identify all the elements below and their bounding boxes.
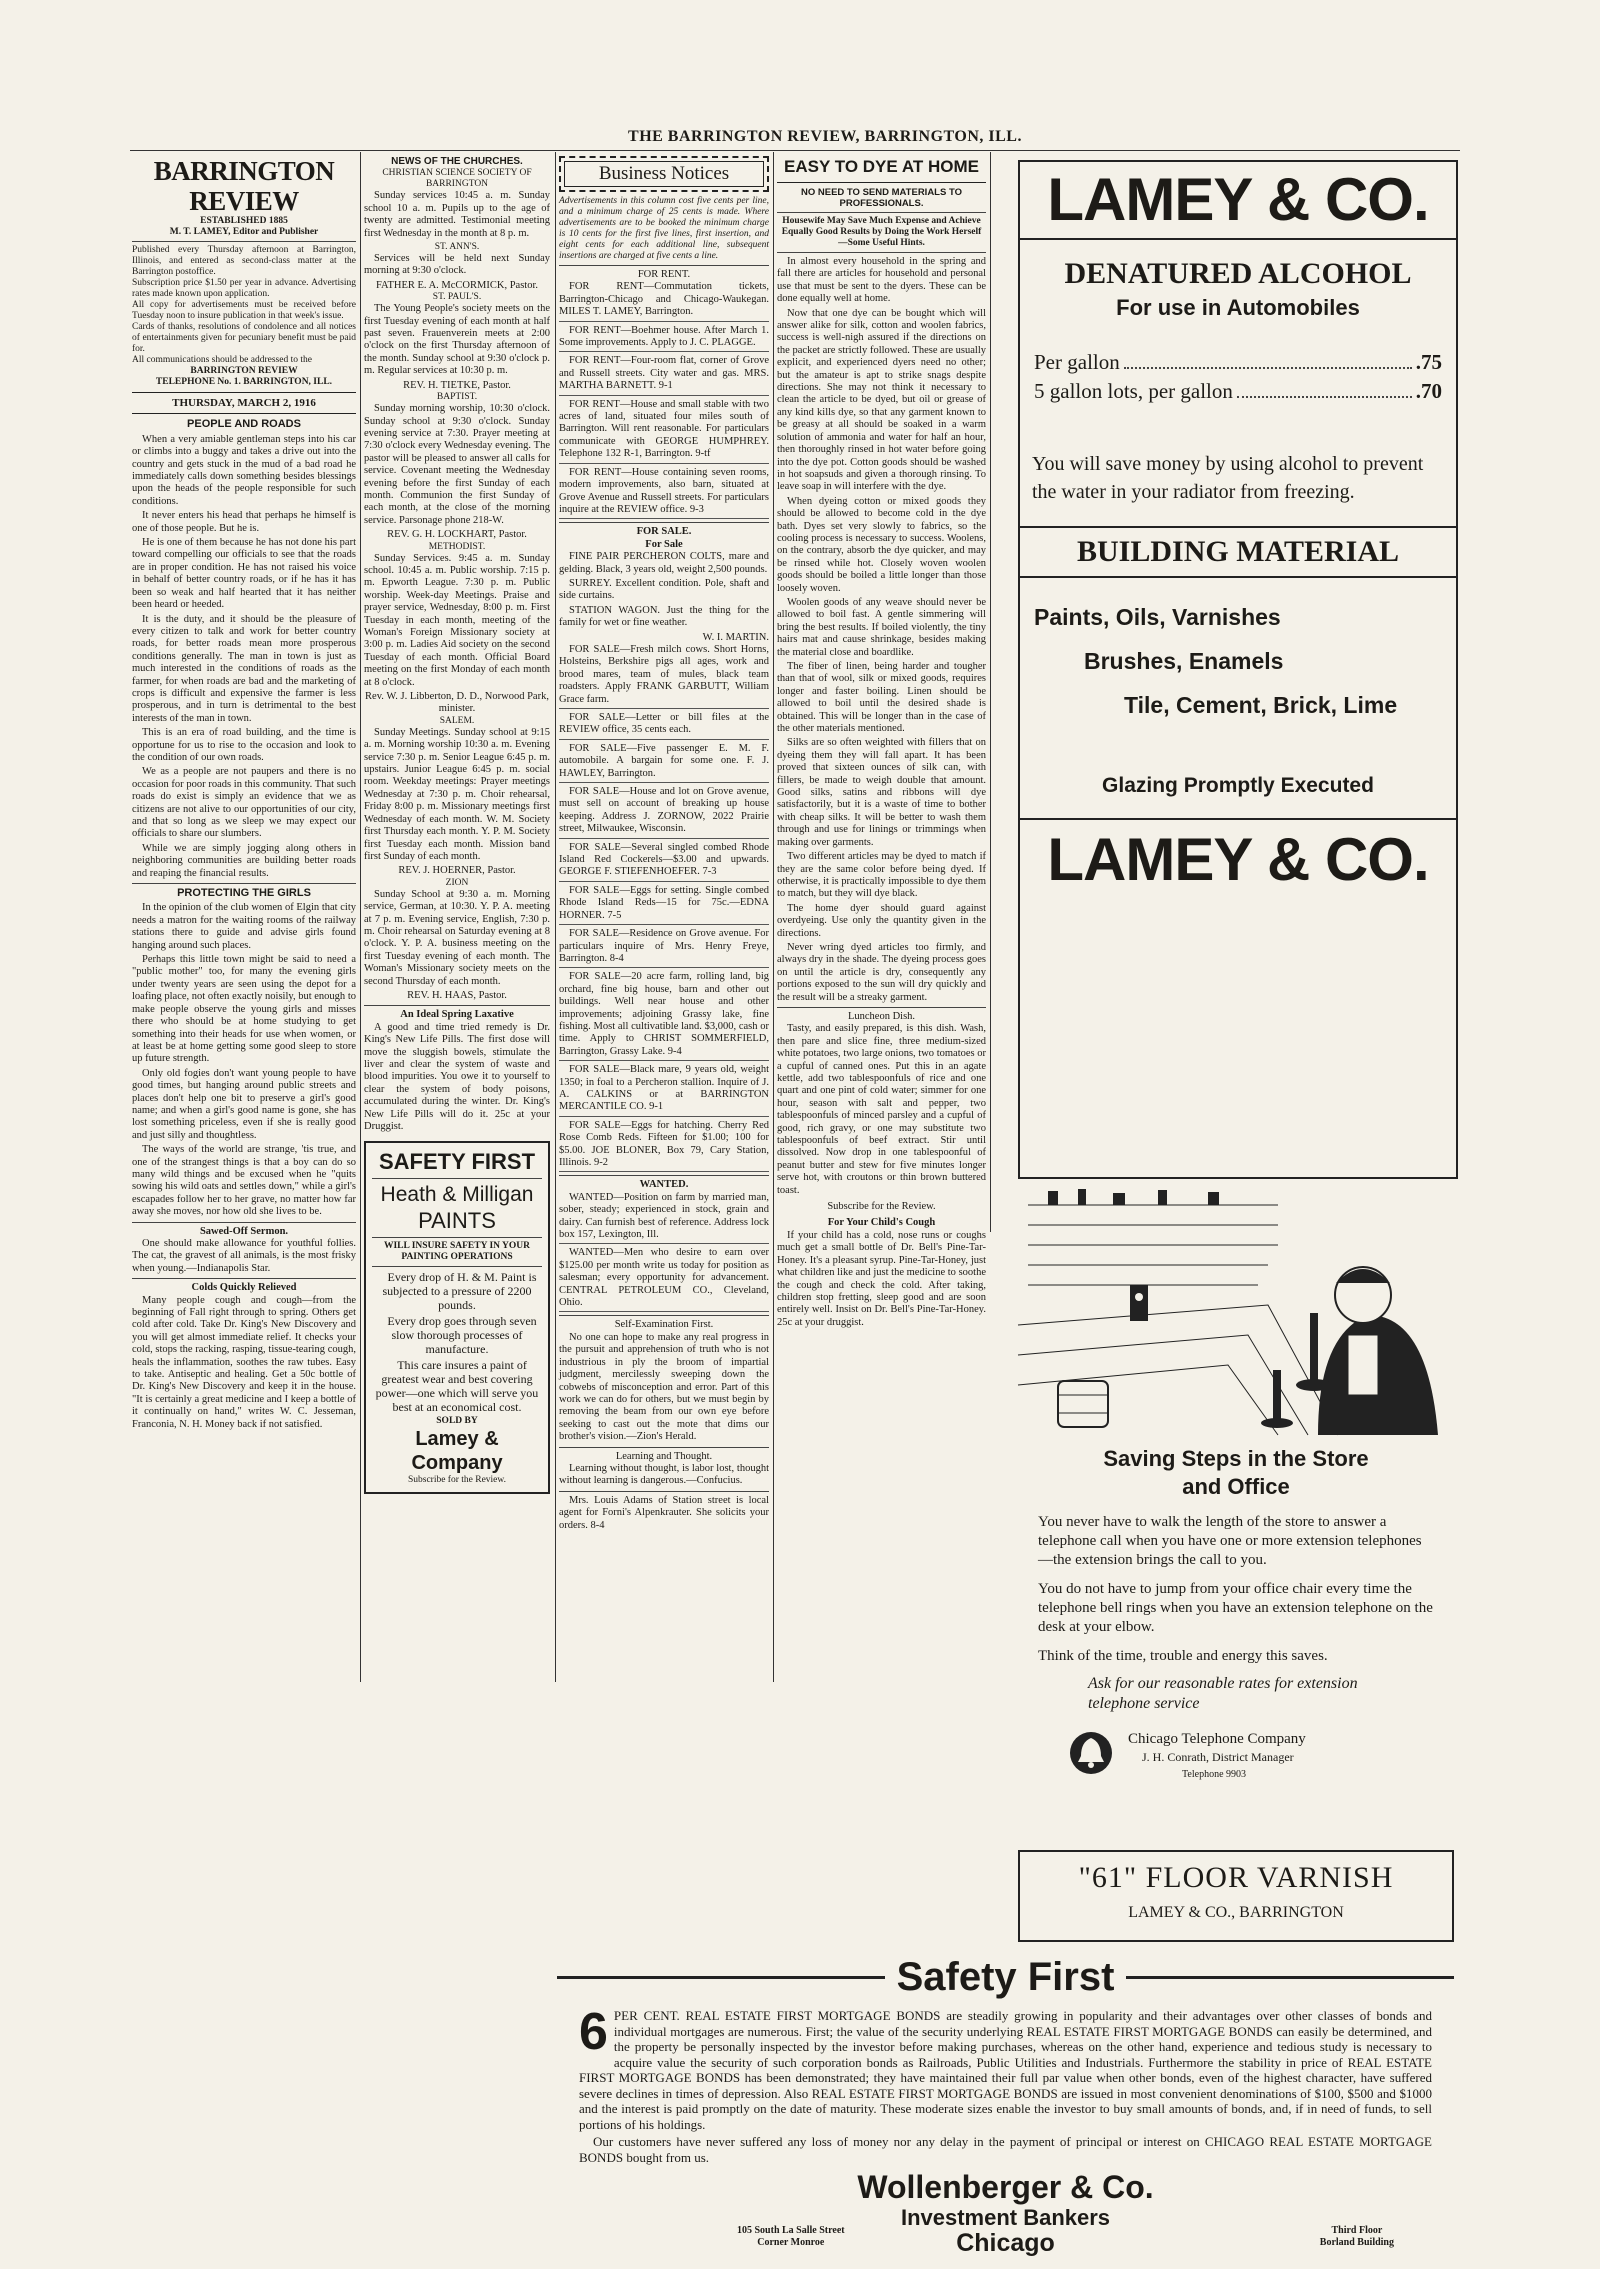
bonds-firm: Wollenberger & Co. — [857, 2169, 1154, 2205]
article-text: Learning without thought, is labor lost, thought without learning is dangerous.—Confucius. — [559, 1462, 769, 1487]
church-text: Sunday morning worship, 10:30 o'clock. Sunday school at 9:30 o'clock. Sunday evening service at 7:30. Prayer meeting at 7:30 o'clock every Wednesday evening. The pastor will be pleased to answer all calls for service. Covenant meeting the Wednesday evening before the first Sunday of each month. Communion the first Sunday of each month, at the close of the morning service. Parsonage phone 218-W. — [364, 403, 550, 526]
lamey-building-material: BUILDING MATERIAL — [1020, 528, 1456, 578]
church-pastor: Rev. W. J. Libberton, D. D., Norwood Park, minister. — [365, 691, 549, 715]
masthead-published: Published every Thursday afternoon at Barrington, Illinois, and entered as second-class matter at the Barrington postoffice. — [132, 245, 356, 277]
section-for-rent: FOR RENT. — [637, 269, 691, 280]
lamey-line: Paints, Oils, Varnishes — [1034, 604, 1281, 630]
price-value: .75 — [1415, 350, 1442, 374]
lamey-alcohol: DENATURED ALCOHOL — [1064, 257, 1412, 290]
headline-self-exam: Self-Examination First. — [614, 1319, 714, 1331]
headline-luncheon: Luncheon Dish. — [847, 1010, 916, 1022]
classified-item: FOR RENT—Boehmer house. After March 1. Some improvements. Apply to J. C. PLAGGE. — [559, 325, 769, 353]
lamey-title: LAMEY & CO. — [1020, 162, 1456, 240]
column-3 — [559, 156, 769, 1686]
church-name: ST. PAUL'S. — [432, 292, 482, 303]
article-text: It never enters his head that perhaps he himself is one of those people. But he is. — [132, 510, 356, 534]
article-text: The home dyer should guard against overdyeing. Use only the quantity given in the directions. — [777, 902, 986, 939]
bonds-ad — [557, 1952, 1454, 2257]
telephone-company: Chicago Telephone Company — [1128, 1731, 1306, 1747]
lamey-ad — [1018, 160, 1458, 1179]
paint-ad-text: Every drop of H. & M. Paint is subjected to a pressure of 2200 pounds. — [382, 1270, 537, 1313]
paint-ad-line: WILL INSURE SAFETY IN YOUR PAINTING OPERATIONS — [383, 1241, 531, 1263]
classified-item: FOR RENT—House containing seven rooms, modern improvements, also barn, situated at Grove Avenue and Russell streets. For particulars inquire at the REVIEW office. 9-3 — [559, 467, 769, 520]
article-text: While we are simply jogging along others in neighboring communities are building better roads and reaping the financial results. — [132, 842, 356, 879]
dye-subhead-2: Housewife May Save Much Expense and Achieve Equally Good Results by Doing the Work Herself—Some Useful Hints. — [781, 216, 982, 248]
article-text: Never wring dyed articles too firmly, and always dry in the shade. The dyeing process goes on until the article is dry, consequently any portions exposed to the sun will dry quickly and the result will be a streaky garment. — [777, 941, 986, 1003]
headline-child-cough: For Your Child's Cough — [827, 1217, 936, 1229]
bonds-text: PER CENT. REAL ESTATE FIRST MORTGAGE BONDS are steadily growing in popularity and their advantages over other classes of bonds and individual mortgages are numerous. First; the value of the security underlying REAL ESTATE FIRST MORTGAGE BONDS can easily be determined, and the property be personally inspected by the investor before making purchases, whereas on the other hand, experience and tedious study is necessary to acquire value the security of such corporation bonds as Railroads, Public Utilities and Industrials. Furthermore the stability in price of REAL ESTATE FIRST MORTGAGE BONDS has been demonstrated; they have maintained their full par value when other bonds, even of the highest character, have suffered severe declines in times of depression. Also REAL ESTATE FIRST MORTGAGE BONDS are issued in most convenient denominations of $100, $500 and $1000 and the interest is paid promptly on the date of maturity. These moderate sizes enable the investor to buy small amounts of bonds, and, if in need of funds, to sell portions of his holdings. — [579, 2008, 1432, 2132]
classified-item: FOR SALE—Eggs for setting. Single combed Rhode Island Reds—15 for 75c.—EDNA HORNER. 7-5 — [559, 885, 769, 925]
col-rule-4 — [990, 152, 991, 1232]
bonds-address: Third Floor — [1331, 2225, 1383, 2236]
article-text: When a very amiable gentleman steps into his car or climbs into a buggy and takes a drive out into the country and gets stuck in the mud of a bad road he immediately calls down something besides blessings upon the heads of the people responsible for such conditions. — [132, 433, 356, 507]
lamey-title-2: LAMEY & CO. — [1020, 818, 1456, 900]
telephone-text: Think of the time, trouble and energy this saves. — [1038, 1648, 1328, 1664]
article-text: Tasty, and easily prepared, is this dish. Wash, then pare and slice fine, three medium-sized white potatoes, two large onions, two tomatoes or a cupful of canned ones. Put this in an agate kettle, add two tablespoonfuls of rice and one quart and one pint of cold water; simmer for one hour, season with salt and pepper, two tablespoonfuls of minced parsley and a cupful of good, rich gravy, or one may substitute two tablespoonfuls of beef extract. Stir until dissolved. Now drop in one tablespoonful of peanut butter and stew for five minutes longer serve hot, with croutons or thin brown buttered toast. — [777, 1023, 986, 1196]
classified-item: FOR SALE—Fresh milch cows. Short Horns, Holsteins, Berkshire pigs all ages, work and brood mares, team of mules, black team roadsters. Apply FRANK GARBUTT, William Grace farm. — [559, 644, 769, 709]
want-list — [559, 1192, 769, 1313]
masthead-copy: All copy for advertisements must be received before Tuesday noon to insure publication in that week's issue. — [132, 300, 356, 321]
church-text: Sunday Meetings. Sunday school at 9:15 a. m. Morning worship 10:30 a. m. Evening service 7:30 p. m. Senior League 6:45 p. m. upstairs. Junior League 6:45 p. m. social room. Weekday meetings: Prayer meetings Wednesday at 7:30 p. m. Choir rehearsal, Friday 8:00 p. m. Missionary meetings first Wednesday of each month. W. M. Society first Thursday each month. Y. P. M. Society first Tuesday each month. Mission band first Sunday of each month. — [364, 726, 550, 862]
paint-ad-paints: PAINTS — [418, 1208, 496, 1234]
classified-item: FOR SALE—House and lot on Grove avenue, must sell on account of breaking up house keeping. Address J. ZORNOW, 2022 Prairie street, Milwaukee, Wisconsin. — [559, 786, 769, 839]
bonds-text: Our customers have never suffered any loss of money nor any delay in the payment of principal or interest on CHICAGO REAL ESTATE MORTGAGE BONDS bought from us. — [579, 2134, 1432, 2165]
paint-ad — [364, 1141, 550, 1494]
article-text: He is one of them because he has not done his part toward compelling our officials to see that the roads are in proper condition. He has not raised his voice in behalf of better country roads, or if he has it has been so weak and half hearted that it has neither been heard or heeded. — [132, 537, 356, 611]
masthead-telephone: TELEPHONE No. 1. BARRINGTON, ILL. — [155, 377, 333, 387]
paint-ad-sub: Subscribe for the Review. — [407, 1475, 507, 1486]
church-text: Sunday Services. 9:45 a. m. Sunday school. 10:45 a. m. Public worship. 7:15 p. m. Epworth League. 7:30 p. m. Public worship. Week-day Meetings. Praise and prayer service, Wednesday, 8:00 p. m. First Tuesday in each month, meeting of the Woman's Foreign Missionary society at 3:00 p. m. Ladies Aid society on the second Tuesday of each month. Official Board meeting on the first Monday of each month at 8 o'clock. — [364, 552, 550, 688]
varnish-sub: LAMEY & CO., BARRINGTON — [1128, 1904, 1344, 1921]
telephone-illustration — [1018, 1185, 1454, 1435]
sale-list — [559, 644, 769, 1172]
headline-people-and-roads: PEOPLE AND ROADS — [187, 418, 301, 431]
masthead-subscription: Subscription price $1.50 per year in advance. Advertising rates made known upon application. — [132, 278, 356, 299]
headline-dye-at-home: EASY TO DYE AT HOME — [784, 157, 979, 176]
article-text: In the opinion of the club women of Elgin that city needs a matron for the waiting rooms of the railway stations there to guide and advise girls found hanging around such places. — [132, 902, 356, 951]
article-text: A good and time tried remedy is Dr. King's New Life Pills. The first dose will move the sluggish bowels, stimulate the liver and clear the system of waste and blood impurities. You owe it to yourself to clear the system of body poisons, accumulated during the winter. Dr. King's New Life Pills will do it. 25c at your Druggist. — [364, 1021, 550, 1133]
bonds-initial: 6 — [579, 2003, 608, 2061]
paint-ad-brand: Heath & Milligan — [380, 1183, 534, 1207]
classified-sig: W. I. MARTIN. — [702, 631, 769, 643]
telephone-ask: Ask for our reasonable rates for extension telephone service — [1088, 1675, 1358, 1712]
column-2 — [364, 156, 550, 1692]
column-4 — [777, 156, 986, 1328]
price-value: .70 — [1415, 379, 1442, 403]
lamey-save: You will save money by using alcohol to prevent the water in your radiator from freezing. — [1020, 408, 1456, 528]
telephone-text: You do not have to jump from your office chair every time the telephone bell rings when you have an extension telephone on the desk at your elbow. — [1038, 1581, 1433, 1635]
varnish-title: "61" FLOOR VARNISH — [1078, 1861, 1394, 1894]
headline-colds-relieved: Colds Quickly Relieved — [191, 1282, 297, 1294]
price-row-1 — [1034, 350, 1442, 375]
article-text: This is an era of road building, and the time is opportune for us to rise to the occasion and look to the condition of our own roads. — [132, 727, 356, 763]
article-text: In almost every household in the spring and fall there are articles for household and personal use that must be sent to the dyers. These can be done equally well at home. — [777, 256, 986, 305]
masthead-address: BARRINGTON REVIEW — [190, 366, 298, 376]
church-text: The Young People's society meets on the first Tuesday evening of each month at half past seven. Frauenverein meets at 2:00 o'clock on the first Thursday afternoon of the month. Sunday school at 9:30 o'clock p. m. Regular services at 10:30 p. m. — [364, 303, 550, 377]
issue-date: THURSDAY, MARCH 2, 1916 — [172, 397, 316, 409]
column-1 — [132, 156, 356, 1692]
article-text: We as a people are not paupers and there is no occasion for poor roads in this community. That such roads do exist is simply an evidence that we as citizens are not alive to our opportunities of our city, and that so long as we sleep we may expect our officials to share our slumbers. — [132, 766, 356, 840]
varnish-ad — [1018, 1850, 1454, 1942]
masthead-cards: Cards of thanks, resolutions of condolence and all notices of entertainments given for pecuniary benefit must be paid for. — [132, 322, 356, 354]
telephone-ad — [1018, 1185, 1454, 1845]
article-text: If your child has a cold, nose runs or coughs much get a small bottle of Dr. Bell's Pine-Tar-Honey. It's a pleasant syrup. Pine-Tar-Honey, just what children like and just the medicine to soothe the cough and check the cold. After taking, children stop fretting, sleep good and are soon entirely well. Insist on Dr. Bell's Pine-Tar-Honey. 25c at your druggist. — [777, 1229, 986, 1328]
classified-item: FOR SALE—Residence on Grove avenue. For particulars inquire of Mrs. Henry Freye, Barrington. 8-4 — [559, 928, 769, 968]
church-name: ST. ANN'S. — [434, 242, 480, 253]
section-wanted: WANTED. — [639, 1179, 689, 1191]
classified-item: FOR RENT—Four-room flat, corner of Grove and Russell streets. City water and gas. MRS. MARTHA BARNETT. 9-1 — [559, 355, 769, 395]
article-text: Mrs. Louis Adams of Station street is local agent for Forni's Alpenkrauter. She solicits your orders. 8-4 — [559, 1494, 769, 1531]
headline-learning: Learning and Thought. — [615, 1450, 713, 1462]
dye-subhead: NO NEED TO SEND MATERIALS TO PROFESSIONALS. — [801, 187, 962, 209]
lamey-line: Tile, Cement, Brick, Lime — [1124, 692, 1398, 718]
paint-ad-sold: SOLD BY — [436, 1416, 478, 1427]
bonds-address: Corner Monroe — [757, 2237, 825, 2248]
headline-sawed-off-sermon: Sawed-Off Sermon. — [199, 1225, 289, 1237]
church-name: METHODIST. — [428, 541, 486, 552]
bonds-address: 105 South La Salle Street — [737, 2225, 845, 2236]
paint-ad-text: This care insures a paint of greatest wear and best covering power—one which will serve you best at an economical cost. — [375, 1358, 539, 1415]
lamey-line: Brushes, Enamels — [1084, 648, 1284, 674]
bell-icon — [1068, 1730, 1114, 1776]
running-head: THE BARRINGTON REVIEW, BARRINGTON, ILL. — [628, 128, 1022, 145]
paint-ad-text: Every drop goes through seven slow thorough processes of manufacture. — [387, 1314, 537, 1357]
classified-item: FOR SALE—Eggs for hatching. Cherry Red Rose Comb Reds. Fifteen for $1.00; 100 for $5.00. JOE BLONER, Box 79, Cary Station, Illinois. 9-2 — [559, 1120, 769, 1173]
article-text: Many people cough and cough—from the beginning of Fall right through to spring. Others get cold after cold. Take Dr. King's New Discovery and you will get almost immediate relief. It checks your cold, stops the racking, rasping, tissue-tearing cough, heals the inflammation, soothes the raw tubes. Easy to take. Antiseptic and healing. Get a 50c bottle of Dr. King's New Discovery and keep it in the house. "It is certainly a great medicine and I keep a bottle of it continually on hand," writes W. C. Jesseman, Franconia, N. H. Money back if not satisfied. — [132, 1294, 356, 1430]
church-pastor: REV. H. HAAS, Pastor. — [407, 989, 507, 1001]
bonds-sub: Investment Bankers — [900, 2205, 1111, 2230]
price-label: Per gallon — [1034, 350, 1120, 374]
article-text: No one can hope to make any real progress in the pursuit and apprehension of truth who is not industrious in ply the broom of impartial judgment, mercilessly sweeping down the cobwebs of misconception and error. Part of this work we can do for others, but we must begin by removing the beam from our own eye before seeking to cast out the mote that dims our brother's vision.—Zion's Herald. — [559, 1331, 769, 1443]
article-text: Perhaps this little town might be said to need a "public mother" too, for many the evening girls under twenty years are seen using the depot for a loafing place, not often exactly noisily, but enough to make people observe the young girls and misses there who should be at home studying to get something into their heads for use when women, or at least be at home getting some good sleep to store up future strength. — [132, 954, 356, 1065]
telephone-manager: J. H. Conrath, District Manager — [1142, 1750, 1294, 1764]
church-text: Services will be held next Sunday morning at 9:30 o'clock. — [364, 253, 550, 277]
section-for-sale: FOR SALE. — [636, 526, 692, 538]
telephone-number: Telephone 9903 — [1182, 1769, 1247, 1780]
classified-item: FOR RENT—Commutation tickets, Barrington-Chicago and Chicago-Waukegan. MILES T. LAMEY, Barrington. — [559, 281, 769, 321]
masthead-editor: M. T. LAMEY, Editor and Publisher — [169, 227, 319, 237]
classified-item: FOR SALE—Five passenger E. M. F. automobile. A bargain for some one. F. J. HAWLEY, Barrington. — [559, 743, 769, 783]
classified-item: FOR SALE—Several singled combed Rhode Island Red Cockerels—$3.00 and upwards. GEORGE F. STIEFENHOEFER. 7-3 — [559, 842, 769, 882]
classified-item: FOR SALE—Letter or bill files at the REVIEW office, 35 cents each. — [559, 712, 769, 740]
telephone-text: You never have to walk the length of the store to answer a telephone call when you have one or more extension telephones—the extension brings the call to you. — [1038, 1514, 1422, 1568]
headline-churches: NEWS OF THE CHURCHES. — [391, 156, 523, 167]
bonds-address: Borland Building — [1319, 2237, 1394, 2248]
classified-item: FOR RENT—House and small stable with two acres of land, situated four miles south of Barrington. Will rent reasonable. For particulars communicate with GEORGE HUMPHREY. Telephone 132 R-1, Barrington. 9-tf — [559, 399, 769, 464]
headline-protecting-girls: PROTECTING THE GIRLS — [177, 887, 311, 900]
article-text: Silks are so often weighted with fillers that on dyeing them they will fall apart. It has been proved that sixteen ounces of silk can, with fillers, be made to weigh double that amount. Good silks, satins and ribbons will dye satisfactorily, but it is a waste of time to bother with cheap silks. It will be better to wash them through and use for linings or trimmings when making over garments. — [777, 737, 986, 848]
classified-item: SURREY. Excellent condition. Pole, shaft and side curtains. — [559, 577, 769, 602]
price-row-2 — [1034, 379, 1442, 404]
masthead-established: ESTABLISHED 1885 — [200, 216, 288, 226]
church-text: Sunday services 10:45 a. m. Sunday school 10 a. m. Pupils up to the age of twenty are admitted. Testimonial meeting first Wednesday in the month at 8 p. m. — [364, 190, 550, 239]
lamey-glazing: Glazing Promptly Executed — [1102, 774, 1374, 797]
bonds-city: Chicago — [956, 2229, 1055, 2257]
classified-item: FINE PAIR PERCHERON COLTS, mare and gelding. Black, 3 years old, weight 2,500 pounds. — [559, 551, 769, 575]
article-text: It is the duty, and it should be the pleasure of every citizen to talk and work for better country roads, for better roads mean more prosperous conditions generally. The man in town is just as much interested in the conditions of roads as the farmer, for when roads are bad and the marketing of crops is difficult and expensive the farmer is less prosperous, and in turn is detrimental to the best interests of the man in town. — [132, 613, 356, 724]
lamey-use: For use in Automobiles — [1116, 295, 1360, 320]
headline-business-notices: Business Notices — [564, 161, 764, 187]
head-rule — [130, 150, 1460, 151]
business-notices-box — [559, 156, 769, 192]
classified-item: FOR SALE—Black mare, 9 years old, weight 1350; in foal to a Percheron stallion. Inquire of J. A. CALKINS or at BARRINGTON MERCANTILE CO. 9-1 — [559, 1064, 769, 1117]
bonds-head: Safety First — [896, 1954, 1115, 1999]
price-label: 5 gallon lots, per gallon — [1034, 379, 1233, 403]
telephone-head-1: Saving Steps in the Store — [1103, 1446, 1369, 1471]
classified-item: STATION WAGON. Just the thing for the family for wet or fine weather. — [559, 604, 769, 629]
subscribe-note: Subscribe for the Review. — [827, 1201, 936, 1213]
church-text: Sunday School at 9:30 a. m. Morning service, German, at 10:30. Y. P. A. meeting at 7 p. m. Evening service, English, 7:30 p. m. Choir rehearsal on Saturday evening at 8 o'clock. Y. P. A. business meeting on the first Tuesday evening of each month. The Woman's Missionary society meets on the second Thursday of each month. — [364, 888, 550, 987]
church-name: SALEM. — [439, 715, 475, 726]
article-text: When dyeing cotton or mixed goods they should be allowed to become cold in the dye bath. Dyes set very slowly to fabrics, so the cooling process is necessary to success. Woolens, on the contrary, absorb the dye quicker, and may be rinsed while hot. Closely woven woolen goods should be boiled a little longer than those loosely woven. — [777, 495, 986, 594]
church-name: BAPTIST. — [436, 392, 478, 403]
church-pastor: REV. J. HOERNER, Pastor. — [398, 865, 516, 877]
masthead-title: BARRINGTON REVIEW — [153, 156, 335, 216]
article-text: One should make allowance for youthful follies. The cat, the gravest of all animals, is the most frisky when young.—Indianapolis Star. — [132, 1238, 356, 1274]
headline-laxative: An Ideal Spring Laxative — [400, 1009, 514, 1021]
rent-list — [559, 281, 769, 519]
church-pastor: REV. H. TIETKE, Pastor. — [403, 379, 511, 391]
article-text: Only old fogies don't want young people to have good times, but hanging around public streets and places don't help one bit to preserve a girl's good name; and when a girl's good name is gone, she has lost something priceless, even if she is really good and just silly and thoughtless. — [132, 1067, 356, 1141]
for-sale-sub: For Sale — [645, 538, 683, 550]
church-name: ZION — [445, 877, 469, 888]
church-pastor: FATHER E. A. McCORMICK, Pastor. — [376, 279, 538, 291]
classified-item: WANTED—Position on farm by married man, sober, steady; experienced in stock, grain and dairy. Can furnish best of reference. Address lock box 157, Lexington, Ill. — [559, 1192, 769, 1245]
church-name: CHRISTIAN SCIENCE SOCIETY OF BARRINGTON — [382, 168, 532, 190]
paint-ad-head: SAFETY FIRST — [378, 1149, 536, 1175]
telephone-head-2: and Office — [1182, 1474, 1290, 1499]
paint-ad-dealer: Lamey & Company — [411, 1428, 503, 1475]
church-pastor: REV. G. H. LOCKHART, Pastor. — [387, 529, 527, 541]
article-text: Two different articles may be dyed to match if they are the same color before being dyed. If otherwise, it is practically impossible to dye them to match, but they will dye black. — [777, 851, 986, 900]
classified-item: FOR SALE—20 acre farm, rolling land, big orchard, fine big house, barn and other out buildings. Well near house and other improvements; adjoining Grassy lake, fine fishing. Most all cultivatible land. $3,000, cash or time. Apply to CHRIST SOMMERFIELD, Barrington, Grassy Lake. 9-4 — [559, 971, 769, 1061]
article-text: The ways of the world are strange, 'tis true, and one of the strangest things is that a boy can do so many wild things and be excused when he "quits sowing his wild oats and settles down," while a girl's escapades follow her to her grave, no matter how far away she moves, nor how old she lives to be. — [132, 1144, 356, 1218]
wall-phone-icon — [1130, 1285, 1148, 1321]
article-text: Woolen goods of any weave should never be allowed to boil fast. A gentle simmering will bring the best results. If boiled violently, the tiny hairs mat and cause shrinkage, besides making the material close and boardlike. — [777, 596, 986, 658]
article-text: Now that one dye can be bought which will answer alike for silk, cotton and woolen fabrics, success is well-nigh assured if the directions on the packet are strictly followed. These are usually explicit, and experienced dyers need no other; but the amateur is apt to strike snags despite directions. She may not think it necessary to clean the article to be dyed, but oil or grease of any kind kills dye, so that any garment known to be greasy at all should be soaked in a warm solution of ammonia and water for half an hour, then thoroughly rinsed in hot water before going into the dye pot. Cotton goods should be washed in hot soapsuds and given a thorough rinsing. To leave soap in will interfere with the dye. — [777, 307, 986, 493]
col-rule-2 — [555, 152, 556, 1682]
article-text: The fiber of linen, being harder and tougher than that of wool, silk or mixed goods, requires longer and faster boiling. Linen should be allowed to boil until the desired shade is obtained. This will be longer than in the case of the other materials mentioned. — [777, 661, 986, 735]
classified-item: WANTED—Men who desire to earn over $125.00 per month write us today for position as salesman; every opportunity for advancement. CENTRAL PETROLEUM CO., Cleveland, Ohio. — [559, 1247, 769, 1312]
masthead-comms: All communications should be addressed to the — [132, 355, 312, 365]
col-rule-3 — [773, 152, 774, 1682]
ad-rates: Advertisements in this column cost five cents per line, and a minimum charge of 25 cents is made. Where advertisements are to be booked the minimum charge is 10 cents for the first five lines, first insertion, and eight cents for each additional line, subsequent insertions are charged at five cents a line. — [559, 196, 769, 261]
col-rule-1 — [360, 152, 361, 1682]
